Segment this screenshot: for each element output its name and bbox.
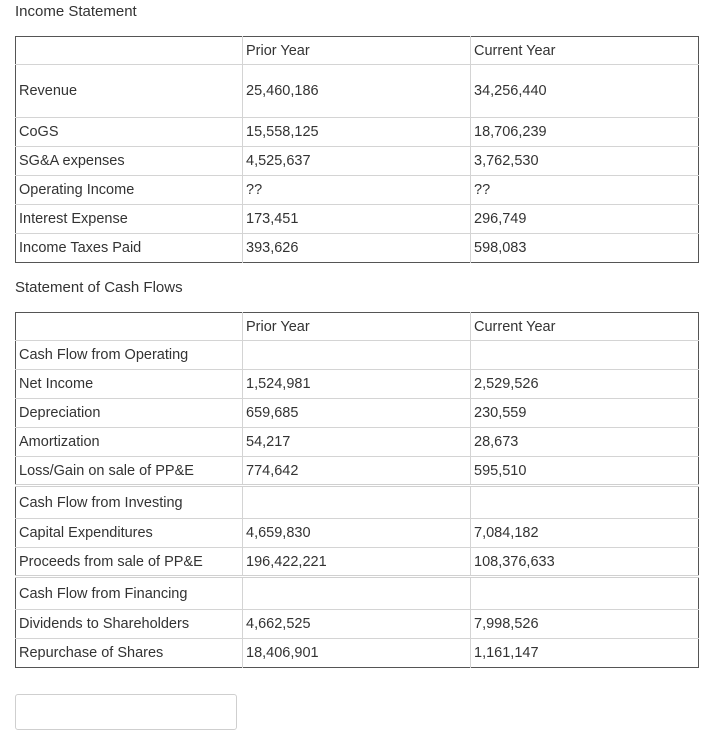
prior-year-value — [243, 577, 471, 610]
current-year-value: ?? — [471, 176, 699, 205]
current-year-value: 7,084,182 — [471, 519, 699, 548]
prior-year-value: 15,558,125 — [243, 118, 471, 147]
row-label: Repurchase of Shares — [16, 639, 243, 668]
prior-year-value: 25,460,186 — [243, 65, 471, 118]
table-header-row — [16, 313, 699, 341]
table-row — [16, 205, 699, 234]
section-row — [16, 341, 699, 370]
table-row — [16, 639, 699, 668]
table-row — [16, 65, 699, 118]
current-year-value: 1,161,147 — [471, 639, 699, 668]
row-label: Income Taxes Paid — [16, 234, 243, 263]
header-cell: Current Year — [471, 313, 699, 341]
table-row — [16, 370, 699, 399]
header-cell: Prior Year — [243, 37, 471, 65]
current-year-value — [471, 577, 699, 610]
section-label: Cash Flow from Operating — [16, 341, 243, 370]
current-year-value: 296,749 — [471, 205, 699, 234]
current-year-value — [471, 486, 699, 519]
row-label: Loss/Gain on sale of PP&E — [16, 457, 243, 486]
table-header-row — [16, 37, 699, 65]
row-label: Depreciation — [16, 399, 243, 428]
header-cell — [16, 313, 243, 341]
income-statement-heading: Income Statement — [15, 3, 137, 20]
current-year-value: 595,510 — [471, 457, 699, 486]
prior-year-value: 54,217 — [243, 428, 471, 457]
answer-input[interactable] — [15, 694, 237, 730]
table-row — [16, 399, 699, 428]
table-row — [16, 610, 699, 639]
header-cell — [16, 37, 243, 65]
prior-year-value: 173,451 — [243, 205, 471, 234]
income-statement-table — [15, 36, 699, 263]
current-year-value: 28,673 — [471, 428, 699, 457]
row-label: Amortization — [16, 428, 243, 457]
prior-year-value: 196,422,221 — [243, 548, 471, 577]
row-label: Net Income — [16, 370, 243, 399]
row-label: Capital Expenditures — [16, 519, 243, 548]
row-label: Interest Expense — [16, 205, 243, 234]
prior-year-value: ?? — [243, 176, 471, 205]
header-cell: Current Year — [471, 37, 699, 65]
table-row — [16, 548, 699, 577]
prior-year-value — [243, 486, 471, 519]
current-year-value: 3,762,530 — [471, 147, 699, 176]
prior-year-value: 4,659,830 — [243, 519, 471, 548]
current-year-value: 7,998,526 — [471, 610, 699, 639]
section-label: Cash Flow from Financing — [16, 577, 243, 610]
row-label: Proceeds from sale of PP&E — [16, 548, 243, 577]
table-row — [16, 176, 699, 205]
table-row — [16, 457, 699, 486]
prior-year-value: 774,642 — [243, 457, 471, 486]
prior-year-value — [243, 341, 471, 370]
row-label: Operating Income — [16, 176, 243, 205]
prior-year-value: 1,524,981 — [243, 370, 471, 399]
current-year-value: 2,529,526 — [471, 370, 699, 399]
row-label: Dividends to Shareholders — [16, 610, 243, 639]
section-row — [16, 577, 699, 610]
current-year-value: 34,256,440 — [471, 65, 699, 118]
table-row — [16, 519, 699, 548]
prior-year-value: 18,406,901 — [243, 639, 471, 668]
section-label: Cash Flow from Investing — [16, 486, 243, 519]
current-year-value: 108,376,633 — [471, 548, 699, 577]
section-row — [16, 486, 699, 519]
row-label: CoGS — [16, 118, 243, 147]
current-year-value: 18,706,239 — [471, 118, 699, 147]
table-row — [16, 118, 699, 147]
row-label: Revenue — [16, 65, 243, 118]
prior-year-value: 4,662,525 — [243, 610, 471, 639]
current-year-value: 230,559 — [471, 399, 699, 428]
prior-year-value: 393,626 — [243, 234, 471, 263]
table-row — [16, 234, 699, 263]
cash-flows-heading: Statement of Cash Flows — [15, 279, 183, 296]
row-label: SG&A expenses — [16, 147, 243, 176]
prior-year-value: 4,525,637 — [243, 147, 471, 176]
prior-year-value: 659,685 — [243, 399, 471, 428]
table-row — [16, 147, 699, 176]
table-row — [16, 428, 699, 457]
header-cell: Prior Year — [243, 313, 471, 341]
current-year-value: 598,083 — [471, 234, 699, 263]
cash-flows-table — [15, 312, 699, 668]
current-year-value — [471, 341, 699, 370]
